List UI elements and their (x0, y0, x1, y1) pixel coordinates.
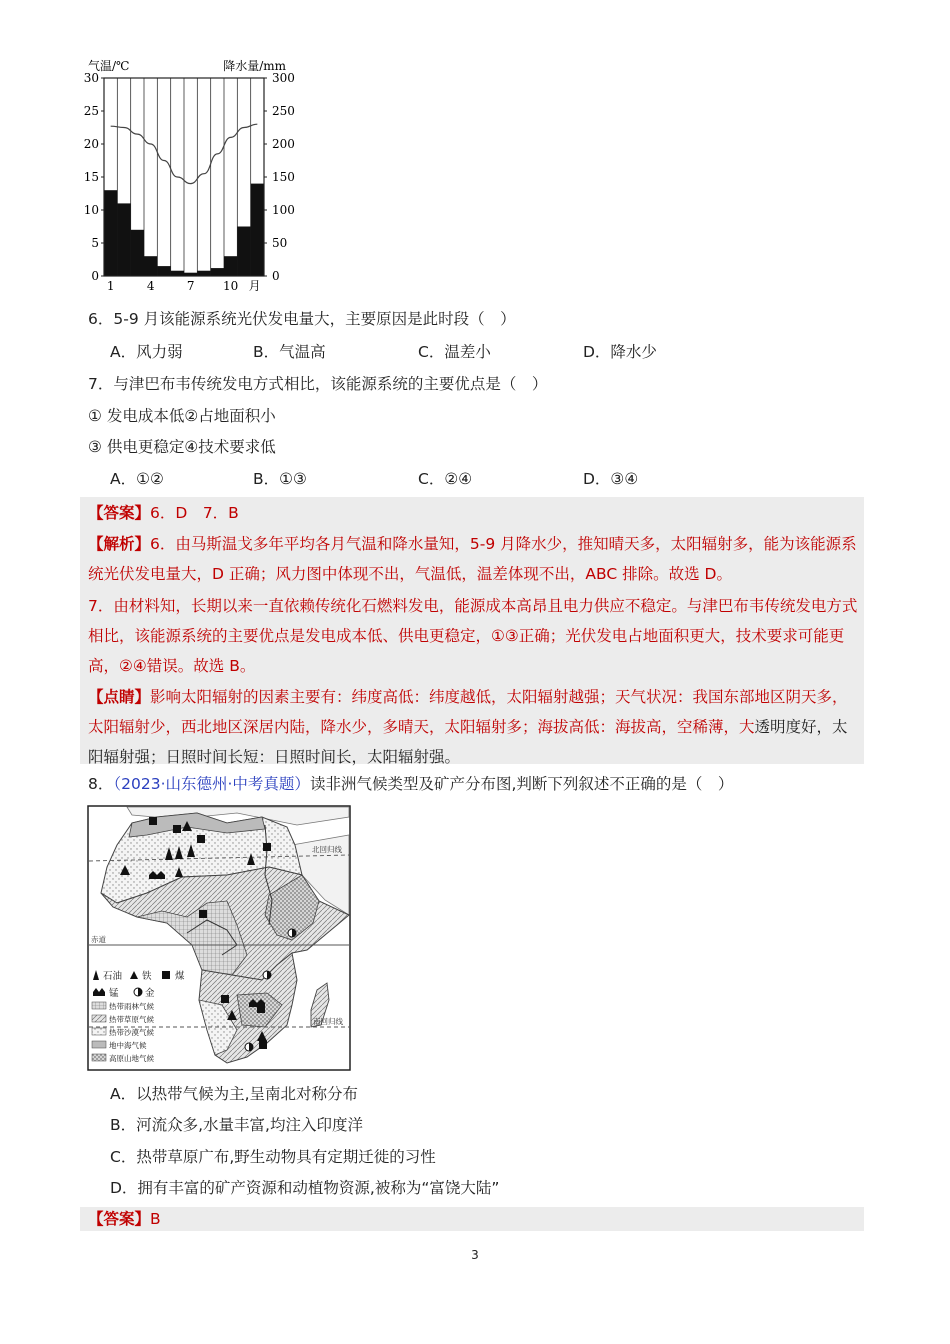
q7-option-d[interactable]: D．③④ (583, 470, 639, 488)
legend-highland-swatch (92, 1054, 106, 1061)
left-tick-label: 10 (83, 203, 99, 217)
left-tick-label: 15 (83, 170, 99, 184)
q6-option-b[interactable]: B．气温高 (253, 343, 326, 361)
coal-symbol (197, 835, 205, 843)
q7-option-c[interactable]: C．②④ (418, 470, 473, 488)
q8-stem (88, 773, 733, 795)
tropic-north-label: 北回归线 (312, 845, 342, 854)
precipitation-bar (224, 256, 237, 276)
tropic-south-label: 南回归线 (313, 1017, 343, 1026)
q7-option-b[interactable]: B．①③ (253, 470, 307, 488)
climate-chart (78, 55, 298, 295)
page-number: 3 (471, 1248, 479, 1262)
coal-symbol (263, 843, 271, 851)
legend-iron-label: 铁 (142, 971, 152, 982)
right-tick-label: 50 (272, 236, 288, 250)
legend-oil-label: 石油 (103, 971, 123, 982)
right-tick-label: 100 (272, 203, 295, 217)
precipitation-bar (157, 266, 170, 276)
tip-tag: 【点睛】 (88, 688, 151, 706)
tip-text-black: 透明度好，太阳辐射强；日照时间长短：日照时间长，太阳辐射强。 (88, 718, 848, 766)
precipitation-bar (131, 230, 144, 276)
tip-block (88, 682, 860, 772)
africa-climate-mineral-map (87, 805, 351, 1071)
q8-option-c[interactable]: C．热带草原广布,野生动物具有定期迁徙的习性 (110, 1148, 436, 1166)
coal-symbol (199, 910, 207, 918)
right-tick-label: 150 (272, 170, 295, 184)
analysis-text-6: 6．由马斯温戈多年平均各月气温和降水量知，5-9 月降水少，推知晴天多，太阳辐射多，能为该能源系统光伏发电量大，D 正确；风力图中体现不出，气温低，温差体现不出，ABC 排除。故选 D。 (88, 535, 857, 583)
left-tick-label: 20 (83, 137, 99, 151)
q8-stem-text: 读非洲气候类型及矿产分布图,判断下列叙述不正确的是（ ） (309, 775, 734, 793)
q7-statement-2: ③ 供电更稳定④技术要求低 (88, 438, 276, 456)
answer-8-bg (80, 1207, 864, 1231)
left-tick-label: 25 (83, 104, 99, 118)
q8-option-a[interactable]: A．以热带气候为主,呈南北对称分布 (110, 1085, 359, 1103)
right-axis-title: 降水量/mm (223, 59, 286, 73)
legend-desert-swatch (92, 1028, 106, 1035)
precipitation-bar (117, 203, 130, 276)
answer-text: 6．D 7．B (150, 504, 239, 522)
right-tick-label: 250 (272, 104, 295, 118)
legend-mediterranean-swatch (92, 1041, 106, 1048)
legend-highland-label: 高原山地气候 (109, 1054, 154, 1063)
legend-gold-label: 金 (145, 988, 155, 999)
precipitation-bar (144, 256, 157, 276)
tip-text-red: 影响太阳辐射的因素主要有：纬度高低：纬度越低，太阳辐射越强；天气状况：我国东部地区阴天多，太阳辐射少，西北地区深居内陆，降水少，多晴天，太阳辐射多；海拔高低：海拔高，空稀薄，大 (88, 688, 848, 736)
legend-rainforest-label: 热带雨林气候 (109, 1002, 154, 1011)
right-tick-label: 0 (272, 269, 280, 283)
x-tick-label: 4 (146, 279, 155, 293)
equator-label: 赤道 (91, 935, 106, 944)
right-tick-label: 200 (272, 137, 295, 151)
answer-6-7 (88, 498, 860, 528)
legend-mediterranean-label: 地中海气候 (109, 1041, 147, 1050)
q6-option-d[interactable]: D．降水少 (583, 343, 657, 361)
coal-symbol (259, 1041, 267, 1049)
q7-option-a[interactable]: A．①② (110, 470, 164, 488)
answer-8-tag: 【答案】 (88, 1210, 151, 1228)
q8-option-d[interactable]: D．拥有丰富的矿产资源和动植物资源,被称为“富饶大陆” (110, 1179, 500, 1197)
precipitation-bar (211, 268, 224, 276)
x-tick-label: 10 (223, 279, 239, 293)
q6-stem: 6．5-9 月该能源系统光伏发电量大，主要原因是此时段（ ） (88, 310, 516, 328)
legend-coal-icon (162, 971, 170, 979)
q6-option-c[interactable]: C．温差小 (418, 343, 491, 361)
legend-savanna-swatch (92, 1015, 106, 1022)
precipitation-bar (197, 271, 210, 276)
q8-source: （2023·山东德州·中考真题） (113, 775, 310, 793)
answer-tag: 【答案】 (88, 504, 151, 522)
legend-savanna-label: 热带草原气候 (109, 1015, 154, 1024)
left-tick-label: 30 (83, 71, 99, 85)
x-tick-label: 月 (248, 279, 261, 293)
right-tick-label: 300 (272, 71, 295, 85)
coal-symbol (221, 995, 229, 1003)
legend-coal-label: 煤 (175, 971, 185, 982)
answer-8 (88, 1208, 161, 1230)
analysis-7: 7．由材料知，长期以来一直依赖传统化石燃料发电，能源成本高昂且电力供应不稳定。与津巴布韦传统发电方式相比，该能源系统的主要优点是发电成本低、供电更稳定，①③正确；光伏发电占地面积更大，技术要求可能更高，②④错误。故选 B。 (88, 597, 858, 675)
q7-statement-1: ① 发电成本低②占地面积小 (88, 407, 276, 425)
legend-rainforest-swatch (92, 1002, 106, 1009)
x-tick-label: 7 (186, 279, 195, 293)
left-axis-title: 气温/℃ (88, 59, 130, 73)
left-tick-label: 5 (91, 236, 99, 250)
precipitation-bar (251, 184, 264, 276)
legend-manganese-label: 锰 (109, 988, 119, 999)
legend-desert-label: 热带沙漠气候 (109, 1028, 154, 1037)
q6-option-a[interactable]: A．风力弱 (110, 343, 183, 361)
x-tick-label: 1 (106, 279, 115, 293)
q7-stem: 7．与津巴布韦传统发电方式相比，该能源系统的主要优点是（ ） (88, 375, 548, 393)
answer-8-text: B (150, 1210, 161, 1228)
analysis-tag: 【解析】 (88, 535, 151, 553)
precipitation-bar (171, 271, 184, 276)
q8-option-b[interactable]: B．河流众多,水量丰富,均注入印度洋 (110, 1116, 363, 1134)
precipitation-bar (104, 190, 117, 276)
q8-number: 8． (88, 775, 114, 793)
left-tick-label: 0 (91, 269, 99, 283)
precipitation-bar (237, 227, 250, 277)
analysis-6 (88, 529, 860, 589)
coal-symbol (173, 825, 181, 833)
coal-symbol (149, 817, 157, 825)
